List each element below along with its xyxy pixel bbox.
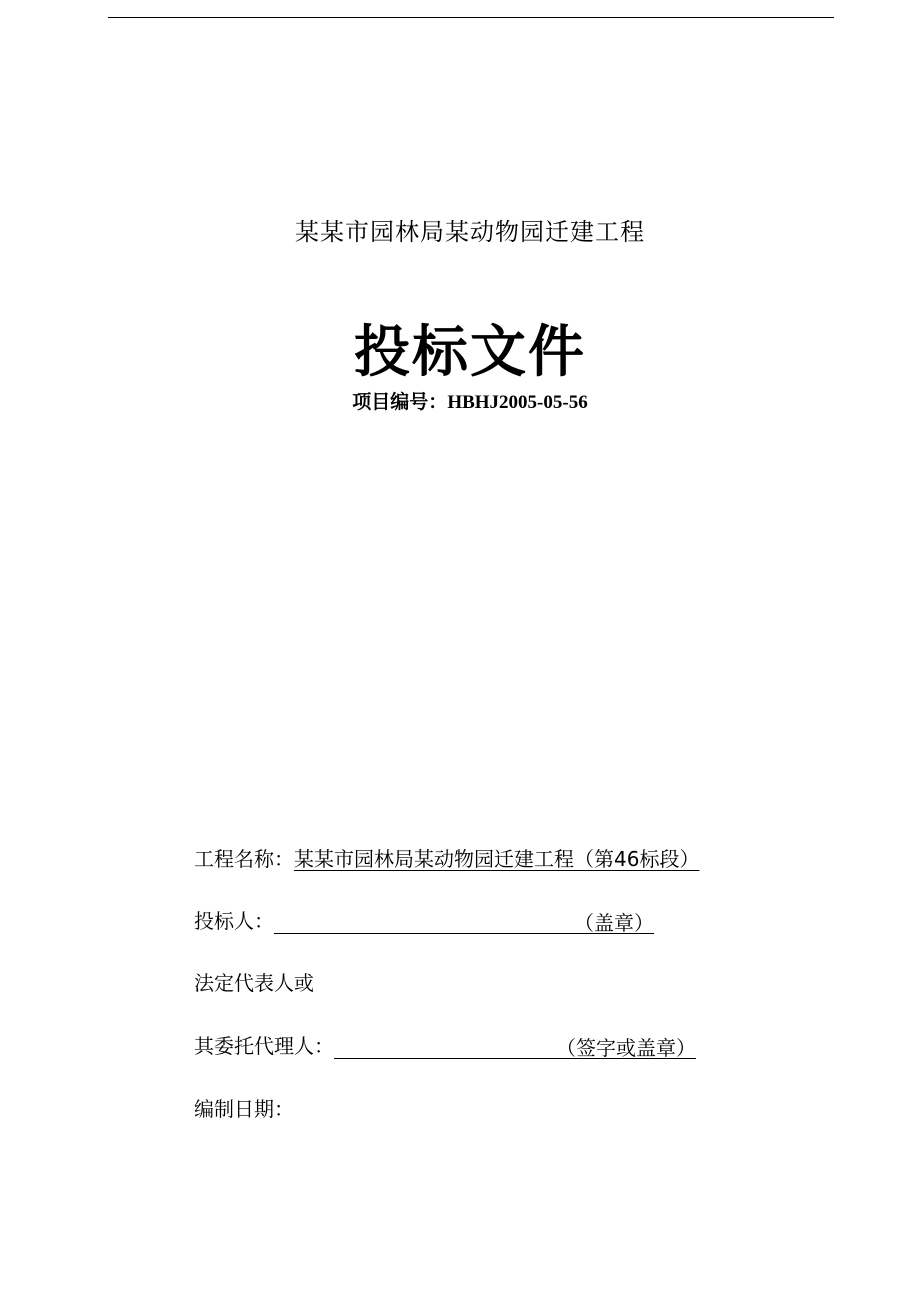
bidder-field xyxy=(194,905,654,934)
project-number xyxy=(0,387,920,414)
agent-label: 其委托代理人： xyxy=(194,1034,334,1058)
legal-representative-label: 法定代表人或 xyxy=(194,971,314,995)
agent-field xyxy=(194,1030,696,1059)
bidder-label: 投标人： xyxy=(194,909,274,933)
project-name-field xyxy=(194,843,699,872)
project-number-label: 项目编号： xyxy=(352,391,448,413)
date-label: 编制日期： xyxy=(194,1097,294,1121)
document-title: 投标文件 xyxy=(354,320,586,385)
agent-signature-note: （签字或盖章） xyxy=(556,1032,696,1059)
project-name-value: 某某市园林局某动物园迁建工程（第46标段） xyxy=(294,847,700,871)
project-name-label: 工程名称： xyxy=(194,847,294,871)
agent-blank-line xyxy=(334,1036,556,1059)
bidder-seal-note: （盖章） xyxy=(574,907,654,934)
project-title: 某某市园林局某动物园迁建工程 xyxy=(295,218,645,246)
bidder-blank-line xyxy=(274,911,574,934)
project-number-value: HBHJ2005-05-56 xyxy=(447,392,588,413)
header-rule xyxy=(108,17,834,18)
